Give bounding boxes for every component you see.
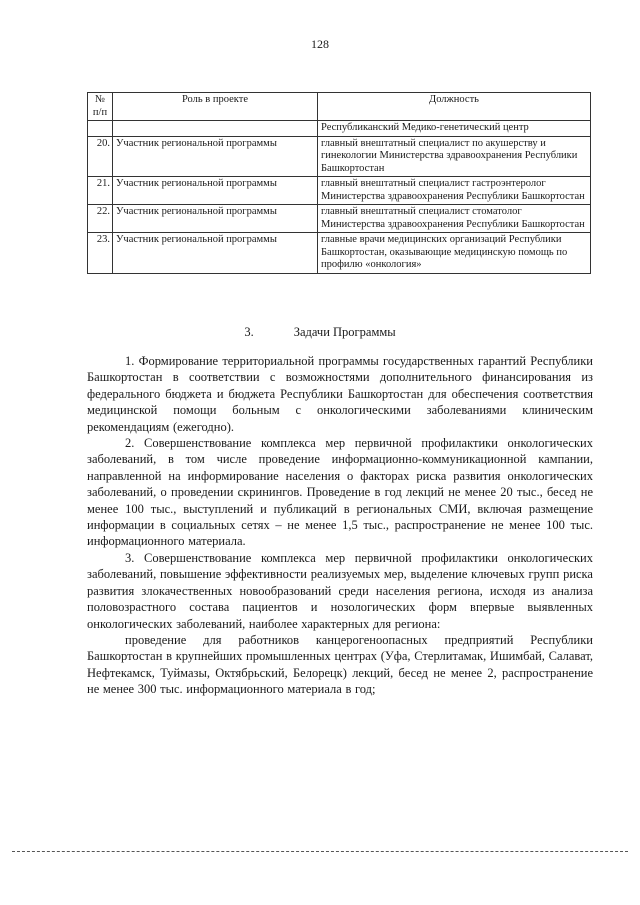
project-roles-table (87, 92, 591, 274)
header-num: № п/п (88, 93, 113, 121)
row-num: 23. (88, 233, 113, 274)
row-role: Участник региональной программы (113, 205, 318, 233)
table-row (88, 136, 591, 177)
row-role: Участник региональной программы (113, 233, 318, 274)
row-position: главный внештатный специалист стоматолог Министерства здравоохранения Республики Башкортостан (318, 205, 591, 233)
section-heading (0, 325, 640, 340)
row-num: 22. (88, 205, 113, 233)
table-row (88, 233, 591, 274)
table-row (88, 205, 591, 233)
section-title: Задачи Программы (293, 325, 396, 339)
section-number: 3. (244, 325, 254, 339)
paragraph-task-1: 1. Формирование территориальной программы государственных гарантий Республики Башкортостан в соответствии с возможностями дополнительного финансирования из федерального бюджета и бюджета Республики Башкортостан для обеспечения соответствия медицинской помощи больным с онкологическими заболеваниями клиническим рекомендациям (ежегодно). (87, 354, 593, 434)
row-num: 20. (88, 136, 113, 177)
row-role: Участник региональной программы (113, 177, 318, 205)
row-position: главный внештатный специалист гастроэнтеролог Министерства здравоохранения Республики Башкортостан (318, 177, 591, 205)
row-role: Участник региональной программы (113, 136, 318, 177)
paragraph-task-3: 3. Совершенствование комплекса мер первичной профилактики онкологических заболеваний, повышение эффективности реализуемых мер, выделение ключевых групп риска развития злокачественных новообразований среди населения региона, исходя из анализа половозрастного состава пациентов и нозологических форм впервые выявленных онкологических заболеваний, наиболее характерных для региона: (87, 550, 593, 631)
page-number: 128 (311, 37, 329, 51)
paragraph-task-2: 2. Совершенствование комплекса мер первичной профилактики онкологических заболеваний, в том числе проведение информационно-коммуникационной кампании, направленной на информирование населения о факторах риска развития онкологических заболеваний, о проведении скринингов. Проведение в год лекций не менее 20 тыс., бесед не менее 100 тыс., выступлений и публикаций в региональных СМИ, включая размещение информации в социальных сетях – не менее 1,5 тыс., распространение не менее 100 тыс. информационного материала. (87, 436, 593, 549)
table-header-row (88, 93, 591, 121)
row-num: 21. (88, 177, 113, 205)
continuation-cell: Республиканский Медико-генетический центр (318, 121, 591, 137)
header-position: Должность (318, 93, 591, 121)
section-body (87, 353, 593, 698)
page-bottom-rule (12, 851, 628, 852)
row-position: главные врачи медицинских организаций Республики Башкортостан, оказывающие медицинскую помощь по профилю «онкология» (318, 233, 591, 274)
row-position: главный внештатный специалист по акушерству и гинекологии Министерства здравоохранения Республики Башкортостан (318, 136, 591, 177)
table-row-continuation (88, 121, 591, 137)
header-role: Роль в проекте (113, 93, 318, 121)
paragraph-task-3-item: проведение для работников канцерогеноопасных предприятий Республики Башкортостан в крупнейших промышленных центрах (Уфа, Стерлитамак, Ишимбай, Салават, Нефтекамск, Туймазы, Октябрьский, Белорецк) лекций, бесед не менее 2, распространение не менее 300 тыс. информационного материала в год; (87, 632, 593, 697)
table-row (88, 177, 591, 205)
